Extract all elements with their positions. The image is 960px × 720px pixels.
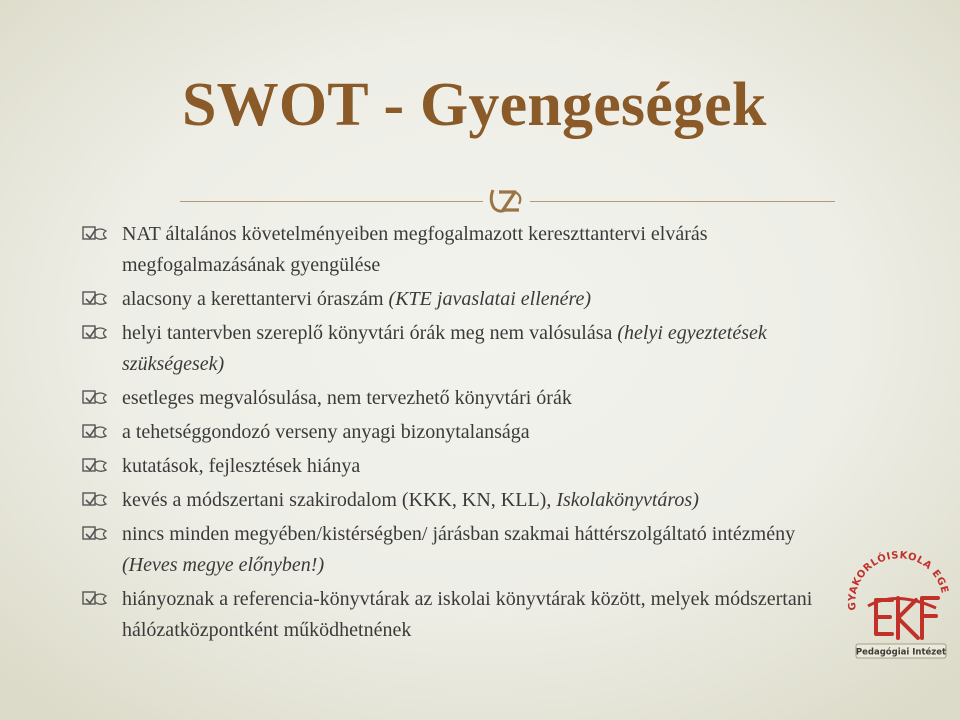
bullet-item bbox=[82, 284, 842, 315]
ornamental-checkbox-icon bbox=[82, 424, 110, 442]
ornamental-checkbox-icon bbox=[82, 591, 110, 609]
bullet-list bbox=[82, 219, 842, 646]
bullet-text: esetleges megvalósulása, nem tervezhető könyvtári órák bbox=[122, 387, 572, 409]
bullet-item bbox=[82, 519, 842, 581]
logo-banner-text: Pedagógiai Intézet bbox=[855, 647, 947, 658]
logo-arc-text: GYAKORLÓISKOLA EGE bbox=[847, 550, 950, 611]
bullet-item bbox=[82, 318, 842, 380]
bullet-text: alacsony a kerettantervi óraszám bbox=[122, 288, 389, 310]
bullet-text: hiányoznak a referencia-könyvtárak az iskolai könyvtárak között, melyek módszertani hálózatközpontként működhetnének bbox=[122, 588, 813, 641]
slide-title: SWOT - Gyengeségek bbox=[182, 71, 767, 139]
bullet-text: (helyi egyeztetések szükségesek) bbox=[122, 322, 767, 375]
ornamental-checkbox-icon bbox=[82, 458, 110, 476]
ornamental-checkbox-icon bbox=[82, 492, 110, 510]
bullet-text: helyi tantervben szereplő könyvtári órák meg nem valósulása bbox=[122, 322, 618, 344]
bullet-text: nincs minden megyében/kistérségben/ járásban szakmai háttérszolgáltató intézmény bbox=[122, 523, 796, 545]
bullet-item bbox=[82, 584, 842, 646]
title-rule-left bbox=[180, 201, 483, 202]
title-rule-right bbox=[530, 201, 835, 202]
ornamental-checkbox-icon bbox=[82, 390, 110, 408]
bullet-item bbox=[82, 485, 842, 516]
bullet-text: (Heves megye előnyben!) bbox=[122, 554, 325, 576]
bullet-text: kutatások, fejlesztések hiánya bbox=[122, 455, 361, 477]
school-logo bbox=[838, 548, 956, 666]
bullet-item bbox=[82, 383, 842, 414]
bullet-item bbox=[82, 219, 842, 281]
bullet-text: Iskolakönyvtáros) bbox=[556, 489, 699, 511]
ornamental-checkbox-icon bbox=[82, 291, 110, 309]
ornamental-checkbox-icon bbox=[82, 526, 110, 544]
bullet-text: (KTE javaslatai ellenére) bbox=[388, 288, 592, 310]
bullet-item bbox=[82, 417, 842, 448]
bullet-text: kevés a módszertani szakirodalom (KKK, KN, KLL), bbox=[122, 489, 557, 511]
ornamental-checkbox-icon bbox=[82, 226, 110, 244]
bullet-item bbox=[82, 451, 842, 482]
bullet-text: NAT általános követelményeiben megfogalmazott kereszttantervi elvárás megfogalmazásának gyengülése bbox=[122, 223, 708, 276]
ornament-icon bbox=[481, 186, 531, 216]
svg-text:GYAKORLÓISKOLA EGER bbox=[838, 548, 950, 611]
ornamental-checkbox-icon bbox=[82, 325, 110, 343]
bullet-text: a tehetséggondozó verseny anyagi bizonytalansága bbox=[122, 421, 530, 443]
